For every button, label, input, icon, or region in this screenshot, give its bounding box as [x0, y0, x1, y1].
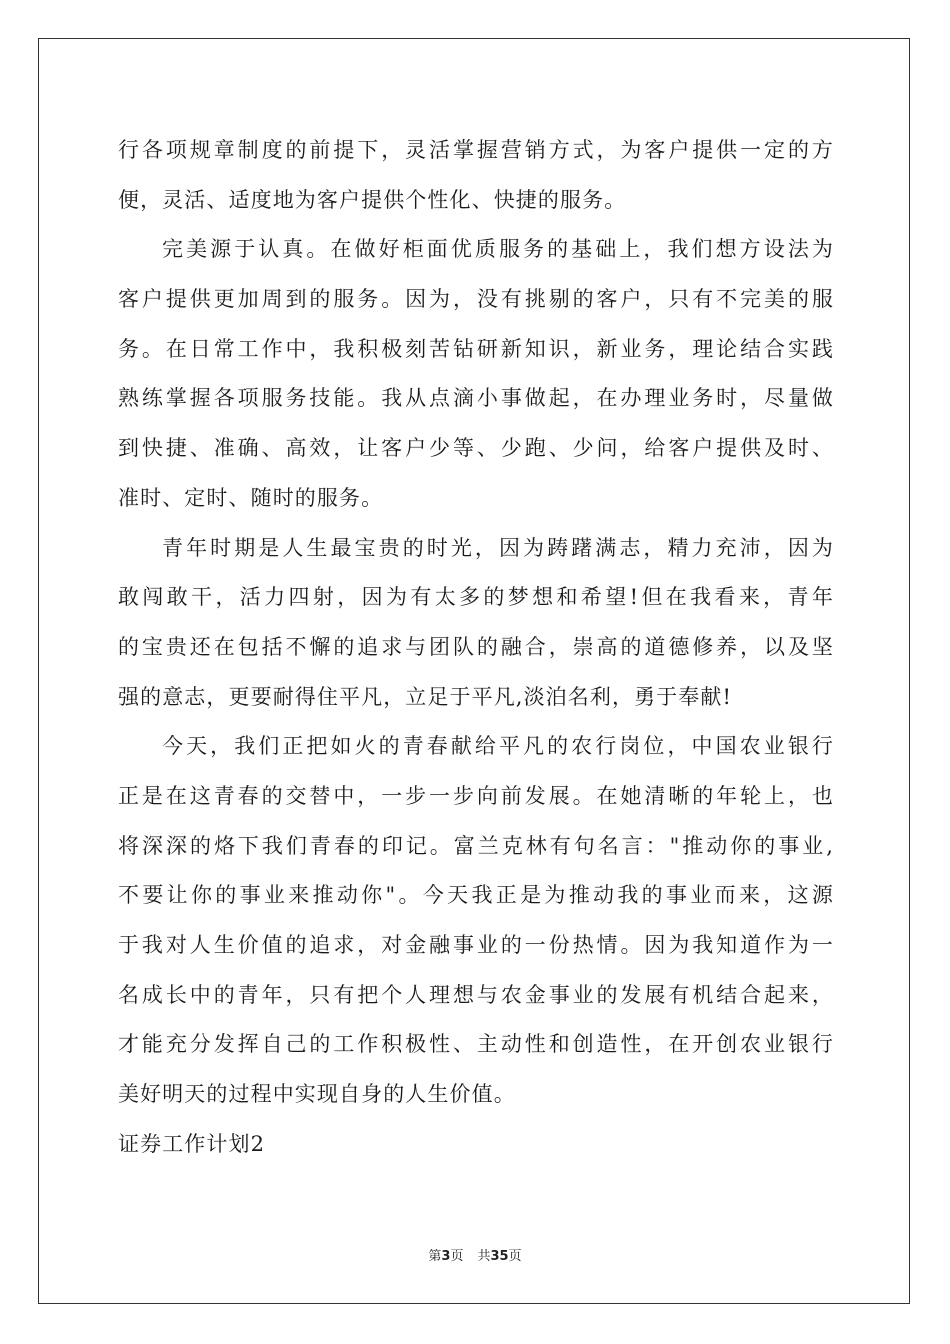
paragraph-4: [118, 722, 834, 1120]
document-body: [118, 126, 834, 1169]
text-line: 便，灵活、适度地为客户提供个性化、快捷的服务。: [118, 187, 627, 212]
text-line: 敢闯敢干，活力四射，因为有太多的梦想和希望!但在我看来，青年: [118, 585, 834, 610]
text-line: 务。在日常工作中，我积极刻苦钻研新知识，新业务，理论结合实践: [118, 336, 834, 361]
section-heading: 证券工作计划2: [118, 1131, 266, 1156]
text-line: 客户提供更加周到的服务。因为，没有挑剔的客户，只有不完美的服: [118, 287, 834, 312]
paragraph-3: [118, 524, 834, 723]
text-line: 不要让你的事业来推动你"。今天我正是为推动我的事业而来，这源: [118, 883, 834, 908]
text-line: 的宝贵还在包括不懈的追求与团队的融合，崇高的道德修养，以及坚: [118, 634, 834, 659]
text-line: 今天，我们正把如火的青春献给平凡的农行岗位，中国农业银行: [162, 734, 834, 759]
text-line: 熟练掌握各项服务技能。我从点滴小事做起，在办理业务时，尽量做: [118, 386, 834, 411]
text-line: 到快捷、准确、高效，让客户少等、少跑、少问，给客户提供及时、: [118, 436, 834, 461]
page-prefix: 第: [428, 1249, 442, 1264]
text-line: 正是在这青春的交替中，一步一步向前发展。在她清晰的年轮上，也: [118, 783, 834, 808]
total-prefix: 共: [477, 1249, 491, 1264]
paragraph-1: [118, 126, 834, 225]
text-line: 准时、定时、随时的服务。: [118, 485, 384, 510]
text-line: 美好明天的过程中实现自身的人生价值。: [118, 1082, 516, 1107]
total-suffix: 页: [508, 1249, 522, 1264]
text-line: 行各项规章制度的前提下，灵活掌握营销方式，为客户提供一定的方: [118, 138, 834, 162]
page-suffix: 页: [450, 1249, 464, 1264]
text-line: 才能充分发挥自己的工作积极性、主动性和创造性，在开创农业银行: [118, 1032, 834, 1057]
text-line: 名成长中的青年，只有把个人理想与农金事业的发展有机结合起来，: [118, 982, 834, 1007]
text-line: 强的意志，更要耐得住平凡，立足于平凡,淡泊名利，勇于奉献!: [118, 684, 733, 709]
paragraph-2: [118, 225, 834, 523]
text-line: 完美源于认真。在做好柜面优质服务的基础上，我们想方设法为: [162, 237, 834, 262]
total-pages: 35: [490, 1249, 509, 1264]
text-line: 将深深的烙下我们青春的印记。富兰克林有句名言："推动你的事业,: [118, 833, 834, 858]
page-footer: [0, 1245, 950, 1264]
text-line: 于我对人生价值的追求，对金融事业的一份热情。因为我知道作为一: [118, 933, 834, 957]
text-line: 青年时期是人生最宝贵的时光，因为踌躇满志，精力充沛，因为: [162, 535, 834, 560]
page-number: 3: [441, 1249, 451, 1264]
